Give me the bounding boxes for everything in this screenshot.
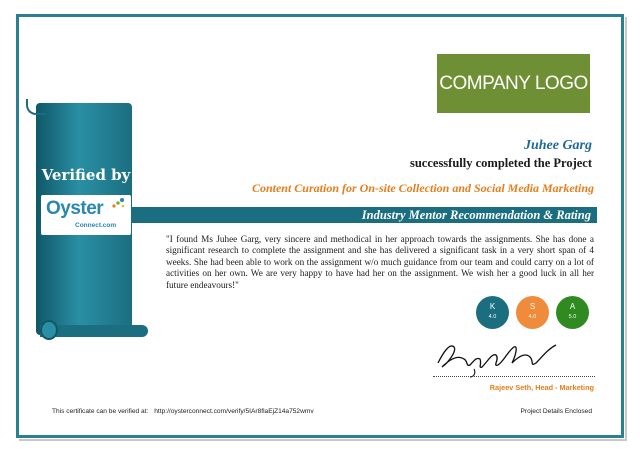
- verified-by-label: Verified by: [41, 166, 131, 184]
- rating-label: S: [529, 302, 536, 311]
- rating-badge-knowledge: [476, 296, 509, 329]
- oyster-logo-sub: Connect.com: [75, 222, 117, 229]
- verification-footer: [52, 408, 314, 415]
- company-logo: COMPANY LOGO: [437, 54, 590, 113]
- handwritten-signature: [430, 333, 560, 378]
- scroll-top-curl: [26, 99, 46, 115]
- verify-url-link[interactable]: http://oysterconnect.com/verify/5IAr8flaEjZ14a752wmv: [154, 408, 314, 415]
- recipient-name: Juhee Garg: [523, 138, 592, 153]
- verify-label: This certificate can be verified at:: [52, 408, 149, 415]
- oyster-logo-word: Oyster: [46, 198, 104, 219]
- project-details-note: Project Details Enclosed: [520, 408, 592, 415]
- rating-value: 4.0: [488, 314, 497, 320]
- rating-value: 4.0: [528, 314, 537, 320]
- scroll-bottom-curl: [40, 320, 58, 340]
- recommendation-band: Industry Mentor Recommendation & Rating: [132, 207, 597, 223]
- completion-text: successfully completed the Project: [409, 156, 592, 170]
- signer-name: Rajeev Seth, Head - Marketing: [489, 383, 594, 392]
- rating-value: 5.0: [568, 314, 577, 320]
- project-title: Content Curation for On-site Collection and Social Media Marketing: [251, 181, 594, 195]
- rating-badge-skills: [516, 296, 549, 329]
- rating-label: K: [489, 302, 496, 311]
- oyster-logo-dots-icon: [110, 197, 126, 211]
- rating-label: A: [569, 302, 576, 311]
- signature-line: [433, 376, 595, 377]
- recommendation-text: "I found Ms Juhee Garg, very sincere and methodical in her approach towards the assignments. She has done a significant research to complete the assignment and she has delivered a significant task in a very short span of 4 weeks. She had been able to work on the assignment w/o much guidance from our team and could carry on a lot of activities on her own. We are very happy to have had her on the assignment. We wish her a good luck in all her future endeavours!": [166, 234, 594, 290]
- rating-badge-attitude: [556, 296, 589, 329]
